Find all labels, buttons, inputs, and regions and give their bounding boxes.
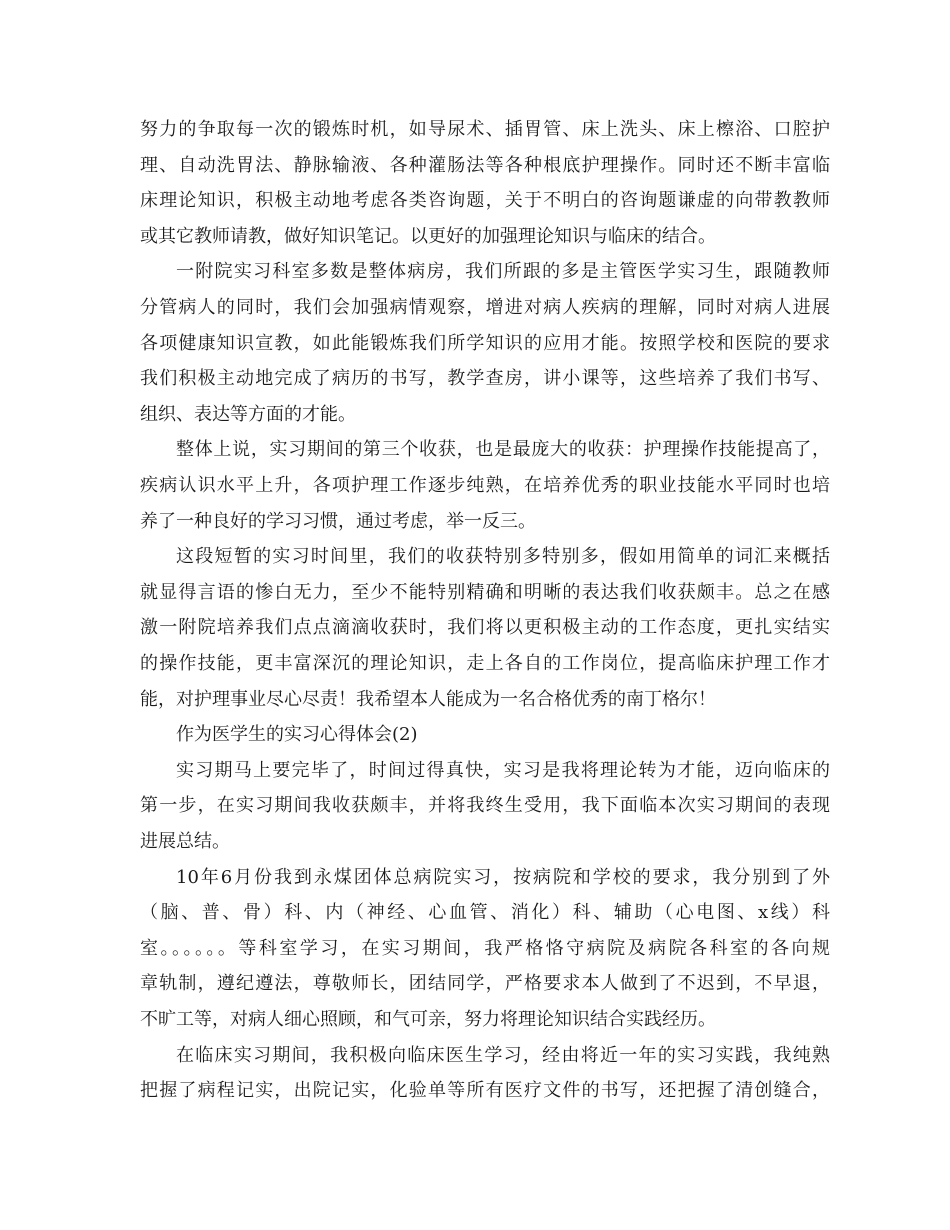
text-line: 作为医学生的实习心得体会(2) (176, 724, 418, 746)
text-line: 床理论知识，积极主动地考虑各类咨询题，关于不明白的咨询题谦虚的向带教教师 (140, 190, 830, 212)
text-line: 能，对护理事业尽心尽责！我希望本人能成为一名合格优秀的南丁格尔！ (140, 688, 716, 710)
text-line: 努力的争取每一次的锻炼时机，如导尿术、插胃管、床上洗头、床上檫浴、口腔护 (140, 119, 830, 140)
text-line: 整体上说，实习期间的第三个收获，也是最庞大的收获：护理操作技能提高了， (176, 439, 830, 461)
text-line: 章轨制，遵纪遵法，尊敬师长，团结同学，严格要求本人做到了不迟到，不早退， (140, 973, 830, 995)
text-line: 养了一种良好的学习习惯，通过考虑，举一反三。 (140, 510, 536, 532)
text-line: 不旷工等，对病人细心照顾，和气可亲，努力将理论知识结合实践经历。 (140, 1009, 716, 1030)
text-line: 我们积极主动地完成了病历的书写，教学查房，讲小课等，这些培养了我们书写、 (140, 368, 830, 390)
text-line: 第一步，在实习期间我收获颇丰，并将我终生受用，我下面临本次实习期间的表现 (140, 795, 830, 817)
text-line: 分管病人的同时，我们会加强病情观察，增进对病人疾病的理解，同时对病人进展 (140, 297, 830, 318)
text-line: 的操作技能，更丰富深沉的理论知识，走上各自的工作岗位，提高临床护理工作才 (140, 653, 830, 674)
text-line: 或其它教师请教，做好知识笔记。以更好的加强理论知识与临床的结合。 (140, 225, 716, 247)
text-line: 理、自动洗胃法、静脉输液、各种灌肠法等各种根底护理操作。同时还不断丰富临 (140, 154, 830, 176)
text-line: 实习期马上要完毕了，时间过得真快，实习是我将理论转为才能，迈向临床的 (176, 759, 830, 781)
text-line: 组织、表达等方面的才能。 (140, 403, 356, 425)
text-line: 10年6月份我到永煤团体总病院实习，按病院和学校的要求，我分别到了外 (176, 866, 830, 888)
text-line: 在临床实习期间，我积极向临床医生学习，经由将近一年的实习实践，我纯熟 (176, 1044, 830, 1066)
text-line: 激一附院培养我们点点滴滴收获时，我们将以更积极主动的工作态度，更扎实结实 (140, 617, 830, 639)
text-line: 室。。。。。。等科室学习，在实习期间，我严格恪守病院及病院各科室的各向规 (140, 937, 830, 959)
text-line: 就显得言语的惨白无力，至少不能特别精确和明晰的表达我们收获颇丰。总之在感 (140, 581, 830, 603)
text-line: 这段短暂的实习时间里，我们的收获特别多特别多，假如用简单的词汇来概括 (176, 546, 830, 568)
text-line: 把握了病程记实，出院记实，化验单等所有医疗文件的书写，还把握了清创缝合， (140, 1080, 830, 1102)
text-line: （脑、普、骨）科、内（神经、心血管、消化）科、辅助（心电图、x线）科 (140, 902, 830, 924)
text-line: 各项健康知识宣教，如此能锻炼我们所学知识的应用才能。按照学校和医院的要求 (140, 332, 830, 354)
text-line: 进展总结。 (140, 831, 230, 852)
text-line: 一附院实习科室多数是整体病房，我们所跟的多是主管医学实习生，跟随教师 (176, 261, 830, 283)
text-line: 疾病认识水平上升，各项护理工作逐步纯熟，在培养优秀的职业技能水平同时也培 (140, 475, 830, 496)
